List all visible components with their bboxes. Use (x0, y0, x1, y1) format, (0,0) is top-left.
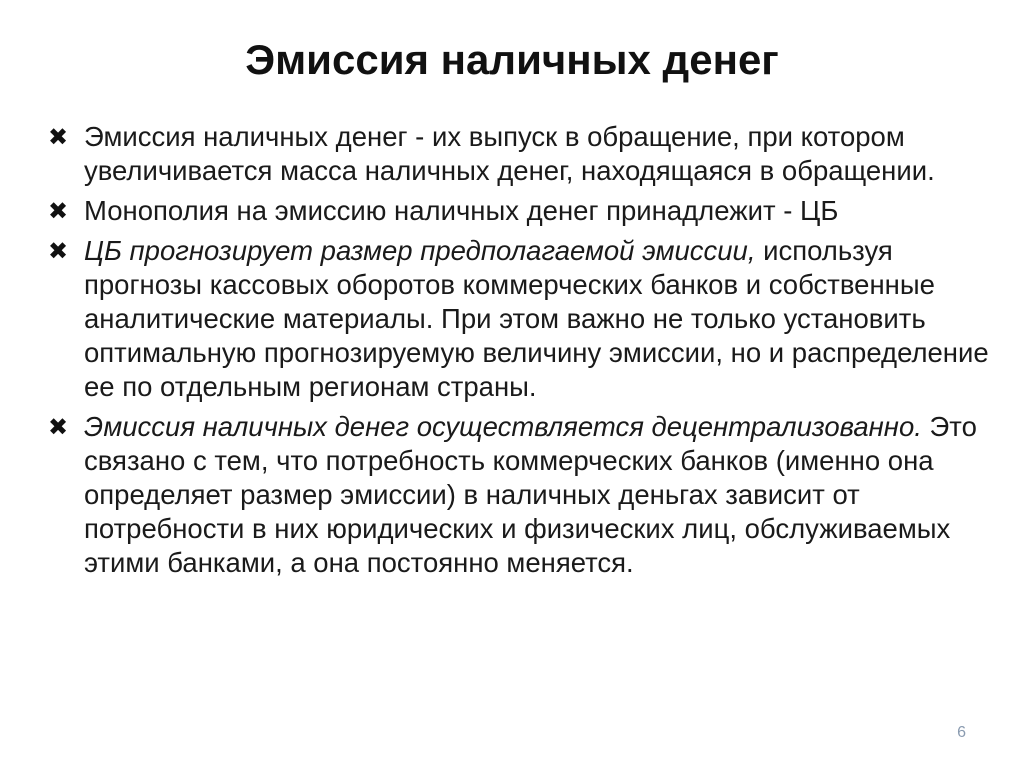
bullet-text: Монополия на эмиссию наличных денег принадлежит - ЦБ (84, 195, 839, 226)
bullet-text: Это связано с тем, что потребность коммерческих банков (именно она определяет размер эмиссии) в наличных деньгах зависит от потребности в них юридических и физических лиц, обслуживаемых этими банками, а она постоянно меняется. (84, 411, 977, 578)
bullet-text: Эмиссия наличных денег - их выпуск в обращение, при котором увеличивается масса наличных денег, находящаяся в обращении. (84, 121, 935, 186)
page-number: 6 (957, 724, 966, 741)
x-mark-icon: ✖ (48, 237, 69, 265)
bullet-lead-italic: ЦБ прогнозирует размер предполагаемой эмиссии, (84, 235, 756, 266)
bullet-item-3 (48, 234, 998, 404)
bullet-list (48, 120, 998, 586)
bullet-lead-italic: Эмиссия наличных денег осуществляется децентрализованно. (84, 411, 922, 442)
x-mark-icon: ✖ (48, 197, 69, 225)
bullet-item-4 (48, 410, 998, 580)
bullet-item-2 (48, 194, 998, 228)
bullet-text: используя прогнозы кассовых оборотов коммерческих банков и собственные аналитические материалы. При этом важно не только установить оптимальную прогнозируемую величину эмиссии, но и распределение ее по отдельным регионам страны. (84, 235, 989, 402)
bullet-item-1 (48, 120, 998, 188)
x-mark-icon: ✖ (48, 413, 69, 441)
x-mark-icon: ✖ (48, 123, 69, 151)
slide-title: Эмиссия наличных денег (245, 36, 779, 83)
